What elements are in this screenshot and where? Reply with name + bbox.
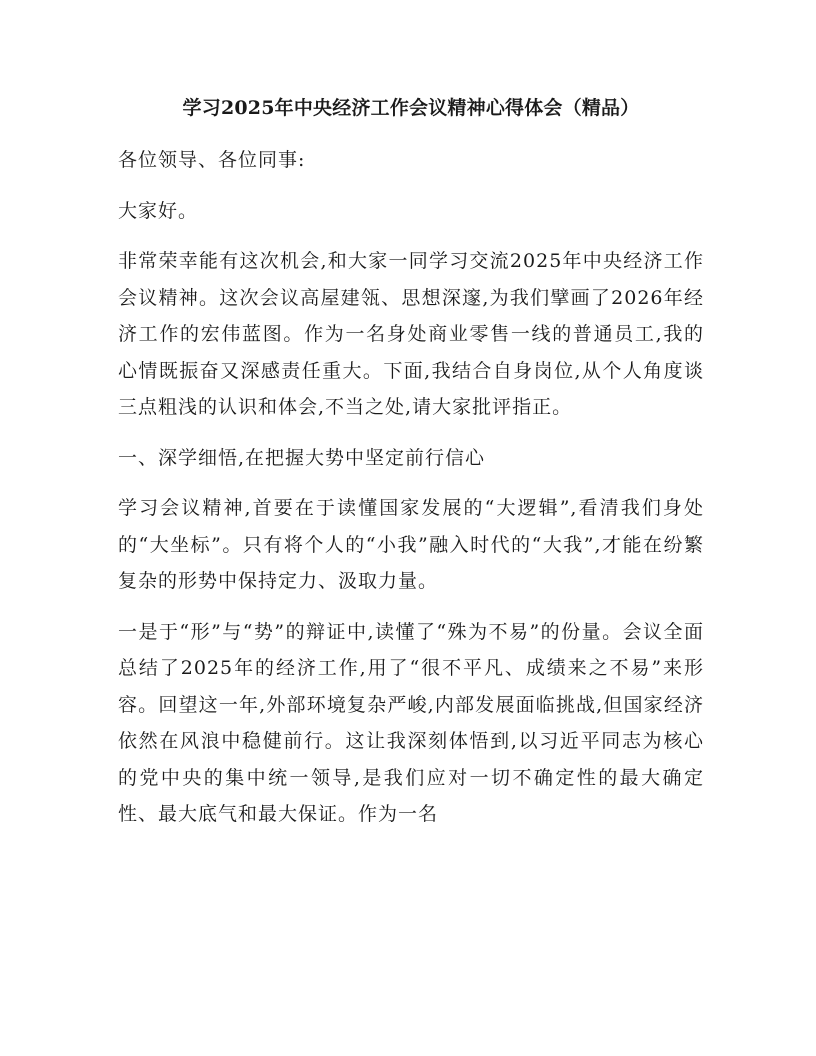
greeting-line: 各位领导、各位同事:: [118, 149, 306, 171]
paragraph-point-one: 一是于“形”与“势”的辩证中,读懂了“殊为不易”的份量。会议全面总结了2025年的经济工作,用了“很不平凡、成绩来之不易”来形容。回望这一年,外部环境复杂严峻,内部发展面临挑战,但国家经济依然在风浪中稳健前行。这让我深刻体悟到,以习近平同志为核心的党中央的集中统一领导,是我们应对一切不确定性的最大确定性、最大底气和最大保证。作为一名: [118, 620, 704, 825]
hello-line: 大家好。: [118, 199, 199, 222]
paragraph-intro: 非常荣幸能有这次机会,和大家一同学习交流2025年中央经济工作会议精神。这次会议高屋建瓴、思想深邃,为我们擘画了2026年经济工作的宏伟蓝图。作为一名身处商业零售一线的普通员工,我的心情既振奋又深感责任重大。下面,我结合自身岗位,从个人角度谈三点粗浅的认识和体会,不当之处,请大家批评指正。: [118, 250, 704, 418]
document-title: 学习2025年中央经济工作会议精神心得体会（精品）: [182, 97, 640, 119]
section-heading-one: 一、深学细悟,在把握大势中坚定前行信心: [118, 446, 486, 469]
paragraph-section-one-intro: 学习会议精神,首要在于读懂国家发展的“大逻辑”,看清我们身处的“大坐标”。只有将个人的“小我”融入时代的“大我”,才能在纷繁复杂的形势中保持定力、汲取力量。: [118, 497, 704, 592]
